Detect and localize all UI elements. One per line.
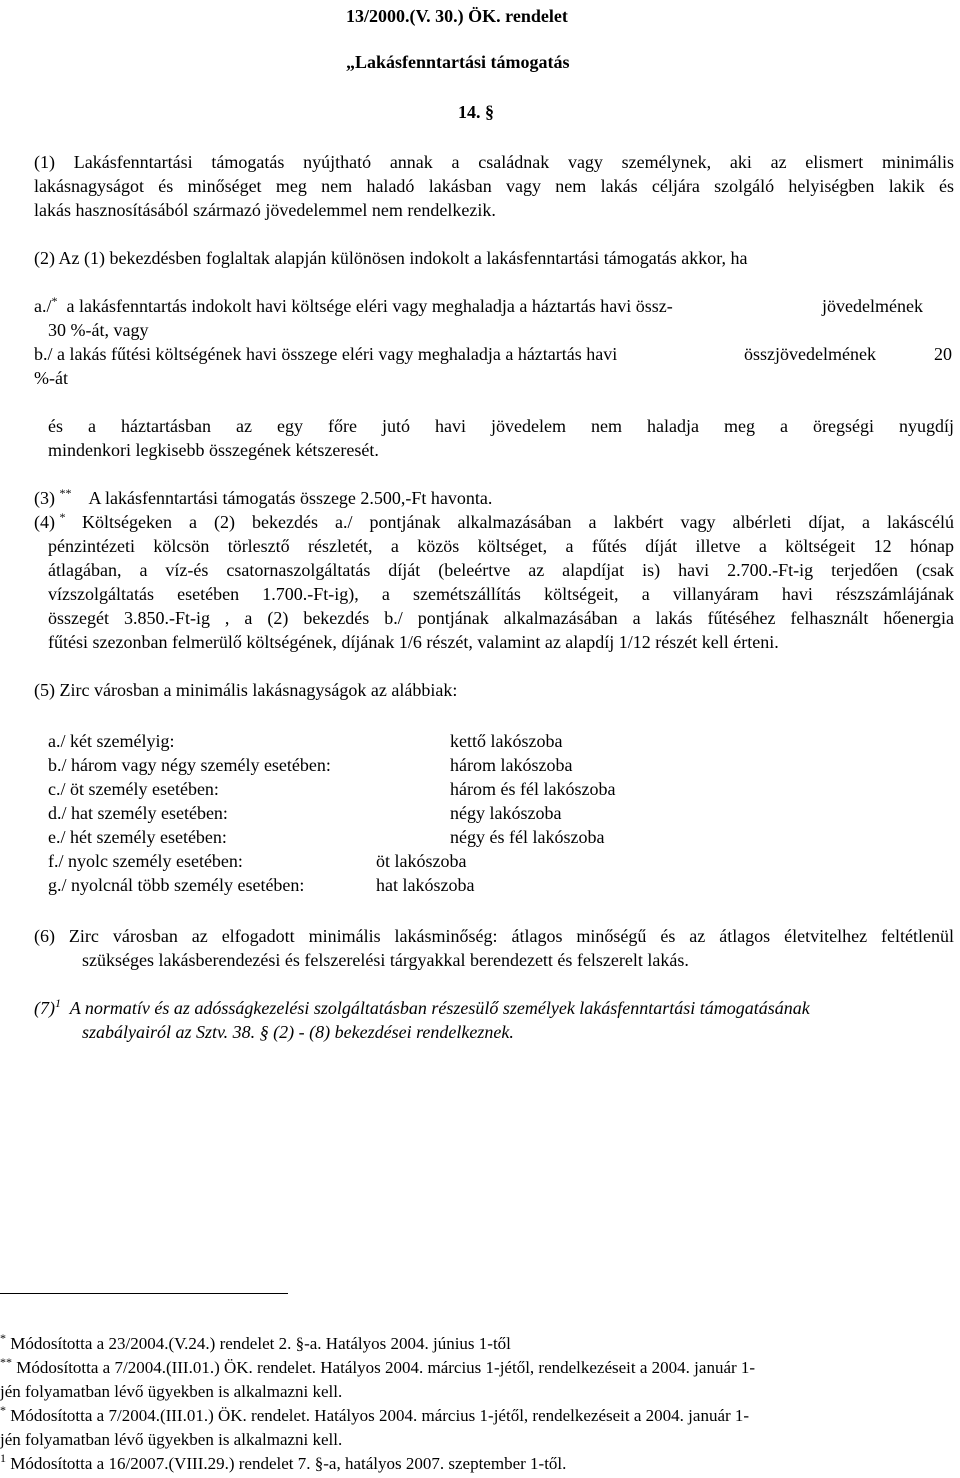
paragraph-5-intro: (5) Zirc városban a minimális lakásnagyságok az alábbiak: [34,680,458,700]
footnote-text: Módosította a 7/2004.(III.01.) ÖK. rendelet. Hatályos 2004. március 1-jétől, rendelkezéseit a 2004. január 1- [16,1358,756,1377]
point-b-line-1-mid: összjövedelmének [744,344,876,364]
footnote-mark: * [0,1331,6,1345]
footnote-mark: 1 [0,1451,6,1465]
room-size-row-e-value: négy és fél lakószoba [450,827,605,847]
footnote-1 [0,1332,511,1356]
paragraph-7-line-2: szabályairól az Sztv. 38. § (2) - (8) bekezdései rendelkeznek. [82,1022,514,1042]
point-b-line-2: %-át [34,368,68,388]
paragraph-4-line-2: pénzintézeti kölcsön törlesztő részletét, a közös költséget, a fűtés díját illetve a költségeit 12 hónap [48,536,954,556]
footnote-2-line-1 [0,1356,755,1380]
paragraph-3-prefix: (3) [34,488,55,508]
footnote-2-line-2: jén folyamatban lévő ügyekben is alkalmazni kell. [0,1382,343,1401]
paragraph-2: (2) Az (1) bekezdésben foglaltak alapján különösen indokolt a lakásfenntartási támogatás akkor, ha [34,248,748,268]
paragraph-4-number: (4) [34,512,55,532]
paragraph-6-line-1: (6) Zirc városban az elfogadott minimális lakásminőség: átlagos minőségű és az átlagos életvitelhez feltétlenül [34,926,954,946]
room-size-row-c-label: c./ öt személy esetében: [48,779,219,799]
point-a-line-2: 30 %-át, vagy [48,320,149,340]
section-number: 14. § [458,102,494,122]
paragraph-7-text: A normatív és az adósságkezelési szolgáltatásban részesülő személyek lakásfenntartási támogatásának [69,998,810,1018]
room-size-row-f-value: öt lakószoba [376,851,467,871]
room-size-row-d-value: négy lakószoba [450,803,562,823]
footnote-4 [0,1452,566,1476]
footnote-text: Módosította a 16/2007.(VIII.29.) rendelet 7. §-a, hatályos 2007. szeptember 1-től. [10,1454,567,1473]
footnote-ref: 1 [55,996,61,1010]
paragraph-1-line-3: lakás hasznosításából származó jövedelemmel nem rendelkezik. [34,200,496,220]
footnote-ref: * [51,294,58,308]
room-size-row-a-value: kettő lakószoba [450,731,563,751]
condition-line-2: mindenkori legkisebb összegének kétszeresét. [48,440,379,460]
room-size-row-f-label: f./ nyolc személy esetében: [48,851,243,871]
paragraph-3-text: A lakásfenntartási támogatás összege 2.500,-Ft havonta. [88,488,493,508]
footnote-3-line-2: jén folyamatban lévő ügyekben is alkalmazni kell. [0,1430,343,1449]
room-size-row-a-label: a./ két személyig: [48,731,175,751]
footnote-3-line-1 [0,1404,749,1428]
regulation-number: 13/2000.(V. 30.) ÖK. rendelet [346,6,568,26]
section-title: „Lakásfenntartási támogatás [346,52,570,72]
paragraph-4-line-5: összegét 3.850.-Ft-ig , a (2) bekezdés b./ pontjának alkalmazásában a lakás fűtéséhez felhasznált hőenergia [48,608,954,628]
paragraph-4-prefix [34,510,66,534]
point-a-line-1-end: jövedelmének [822,296,923,316]
room-size-row-g-value: hat lakószoba [376,875,475,895]
footnote-ref: ** [59,486,72,500]
paragraph-7-prefix: (7) [34,998,55,1018]
point-a-prefix: a./ [34,296,52,316]
room-size-row-c-value: három és fél lakószoba [450,779,616,799]
paragraph-4-line-3: átlagában, a víz-és csatornaszolgáltatás díját (beleértve az alapdíjat is) havi 2.700.-Ft-ig terjedően (csak [48,560,954,580]
paragraph-4-line-1: Költségeken a (2) bekezdés a./ pontjának alkalmazásában a lakbért vagy albérleti díjat, a lakáscélú [82,512,954,532]
footnote-ref: * [59,510,66,524]
paragraph-4-line-6: fűtési szezonban felmerülő költségének, díjának 1/6 részét, valamint az alapdíj 1/12 részét kell érteni. [48,632,779,652]
room-size-row-d-label: d./ hat személy esetében: [48,803,228,823]
room-size-row-b-label: b./ három vagy négy személy esetében: [48,755,331,775]
paragraph-4-line-4: vízszolgáltatás esetében 1.700.-Ft-ig), a szemétszállítás költségeit, a villanyáram havi részszámlájának [48,584,954,604]
footnote-mark: * [0,1403,6,1417]
room-size-row-g-label: g./ nyolcnál több személy esetében: [48,875,305,895]
footnote-text: Módosította a 7/2004.(III.01.) ÖK. rendelet. Hatályos 2004. március 1-jétől, rendelkezéseit a 2004. január 1- [10,1406,750,1425]
point-b-line-1-end: 20 [934,344,952,364]
footnote-text: Módosította a 23/2004.(V.24.) rendelet 2. §-a. Hatályos 2004. június 1-től [10,1334,511,1353]
paragraph-1-line-1: (1) Lakásfenntartási támogatás nyújtható annak a családnak vagy személynek, aki az elismert minimális [34,152,954,172]
paragraph-6-line-2: szükséges lakásberendezési és felszerelési tárgyakkal berendezett és felszerelt lakás. [82,950,689,970]
point-b-line-1: b./ a lakás fűtési költségének havi összege eléri vagy meghaladja a háztartás havi [34,344,618,364]
point-a-text: a lakásfenntartás indokolt havi költsége eléri vagy meghaladja a háztartás havi össz- [66,296,673,316]
paragraph-1-line-2: lakásnagyságot és minőséget meg nem haladó lakásban vagy nem lakás céljára szolgáló helyiségben lakik és [34,176,954,196]
point-a-line-1 [34,294,673,318]
room-size-row-b-value: három lakószoba [450,755,573,775]
footnote-separator [0,1293,288,1294]
footnote-mark: ** [0,1355,12,1369]
room-size-row-e-label: e./ hét személy esetében: [48,827,227,847]
paragraph-3 [34,486,492,510]
condition-line-1: és a háztartásban az egy főre jutó havi jövedelem nem haladja meg a öregségi nyugdíj [48,416,954,436]
paragraph-7-line-1 [34,996,810,1020]
